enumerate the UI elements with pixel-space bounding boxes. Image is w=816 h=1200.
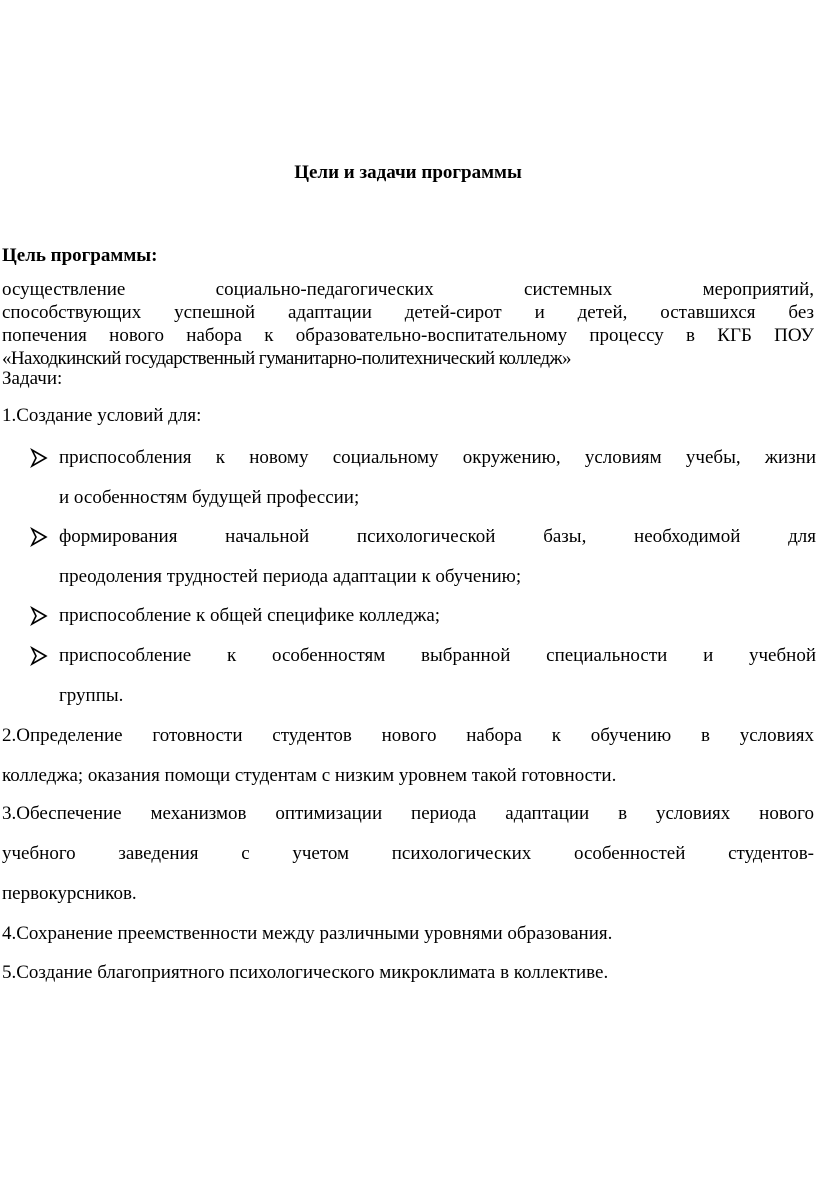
task-line: учебного заведения с учетом психологических особенностей студентов-: [2, 843, 814, 864]
bullet-line: группы.: [59, 685, 124, 706]
task-line: 3.Обеспечение механизмов оптимизации периода адаптации в условиях нового: [2, 803, 814, 824]
bullet-text: [59, 636, 816, 716]
task5-paragraph: [2, 953, 814, 993]
bullet-line: преодоления трудностей периода адаптации к обучению;: [59, 566, 522, 587]
arrow-bullet-icon: [29, 606, 49, 626]
task3-paragraph: [2, 794, 814, 914]
goal-heading: Цель программы:: [2, 245, 158, 266]
tasks-label: Задачи:: [2, 368, 63, 389]
bullet-text: [59, 596, 816, 636]
bullet-line: приспособление к общей специфике колледжа;: [59, 605, 441, 626]
task-line: 1.Создание условий для:: [2, 405, 202, 426]
task-line: 2.Определение готовности студентов нового набора к обучению в условиях: [2, 725, 814, 746]
goal-line: «Находкинский государственный гуманитарно-политехнический колледж»: [2, 348, 571, 369]
bullet-line: приспособления к новому социальному окружению, условиям учебы, жизни: [59, 447, 816, 468]
task2-paragraph: [2, 716, 814, 796]
bullet-text: [59, 517, 816, 597]
goal-line: осуществление социально-педагогических системных мероприятий,: [2, 279, 814, 300]
goal-paragraph: [2, 278, 814, 370]
arrow-bullet-icon: [29, 527, 49, 547]
task-line: 5.Создание благоприятного психологического микроклимата в коллективе.: [2, 962, 609, 983]
bullet-line: приспособление к особенностям выбранной специальности и учебной: [59, 645, 816, 666]
page-title: Цели и задачи программы: [294, 162, 522, 183]
task-line: 4.Сохранение преемственности между различными уровнями образования.: [2, 923, 613, 944]
arrow-bullet-icon: [29, 448, 49, 468]
task1-heading: [2, 396, 814, 436]
task-line: колледжа; оказания помощи студентам с низким уровнем такой готовности.: [2, 765, 617, 786]
goal-line: попечения нового набора к образовательно-воспитательному процессу в КГБ ПОУ: [2, 325, 814, 346]
task-line: первокурсников.: [2, 883, 137, 904]
bullet-text: [59, 438, 816, 518]
goal-line: способствующих успешной адаптации детей-сирот и детей, оставшихся без: [2, 302, 814, 323]
bullet-line: формирования начальной психологической базы, необходимой для: [59, 526, 816, 547]
arrow-bullet-icon: [29, 646, 49, 666]
task4-paragraph: [2, 914, 814, 954]
bullet-line: и особенностям будущей профессии;: [59, 487, 360, 508]
